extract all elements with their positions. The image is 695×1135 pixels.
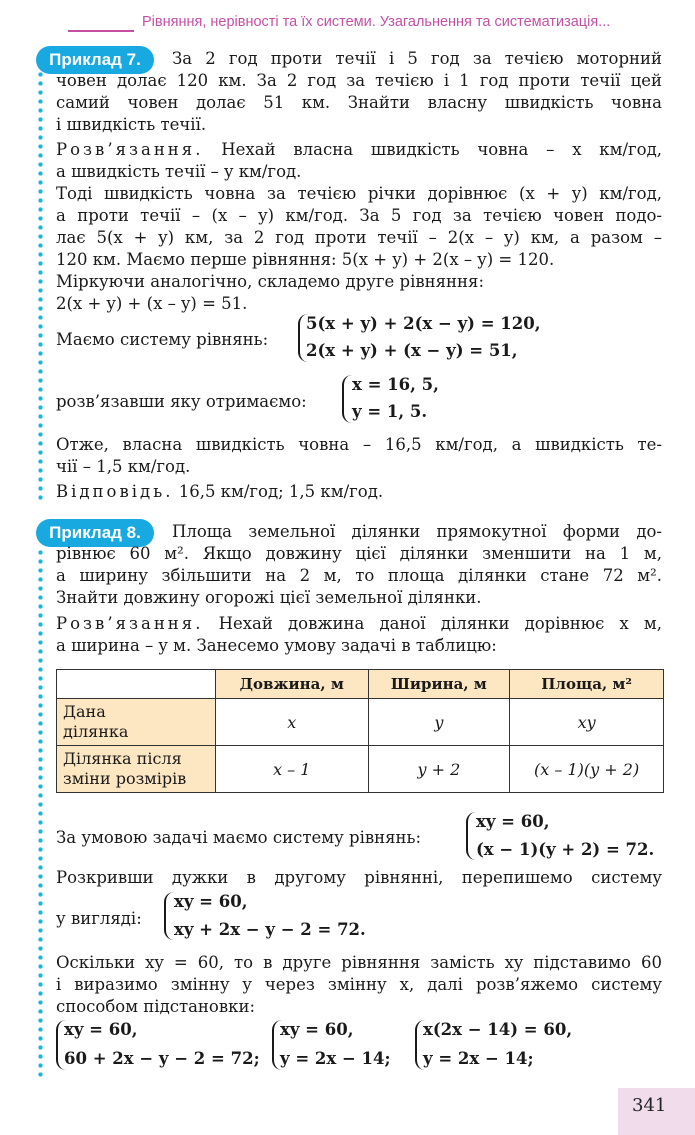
solution-equation: y = 1, 5. xyxy=(352,402,428,421)
dimensions-table xyxy=(56,669,664,793)
table-cell: y xyxy=(368,699,510,746)
running-header: Рівняння, нерівності та їх системи. Узагальнення та систематизація... xyxy=(142,14,611,30)
table-header-cell: Площа, м² xyxy=(510,670,664,699)
ex7-solution-line: лає 5(x + y) км, за 2 год проти течії – 2(x – y) км, а разом – xyxy=(56,228,662,247)
row-label-line: ділянка xyxy=(63,722,129,741)
system-equation: xy = 60, xyxy=(174,892,248,911)
table-cell: x – 1 xyxy=(216,746,369,793)
table-cell: (x – 1)(y + 2) xyxy=(510,746,664,793)
solution-label: Розв’язання. xyxy=(56,614,204,633)
table-header-cell: Довжина, м xyxy=(216,670,369,699)
system-equation: y = 2x − 14; xyxy=(280,1049,391,1068)
table-cell: y + 2 xyxy=(368,746,510,793)
system-equation: xy = 60, xyxy=(476,812,550,831)
table-header-row xyxy=(57,670,664,699)
answer-label: Відповідь. xyxy=(56,482,174,501)
solved-intro: розв’язавши яку отримаємо: xyxy=(56,392,307,411)
conclusion-line: Отже, власна швидкість човна – 16,5 км/год, а швидкість те- xyxy=(56,435,662,454)
example-8-badge: Приклад 8. xyxy=(36,519,154,547)
ex8-problem-line: а ширину збільшити на 2 м, то площа ділянки стане 72 м². xyxy=(56,566,662,585)
ex7-solution-line: а проти течії – (x – y) км/год. За 5 год за течією човен подо- xyxy=(56,206,662,225)
ex8-solution-line: а ширина – y м. Занесемо умову задачі в таблицю: xyxy=(56,636,497,655)
row-label-line: Дана xyxy=(63,702,106,721)
table-row-label xyxy=(57,746,216,793)
system-equation: x(2x − 14) = 60, xyxy=(423,1020,573,1039)
ex8-problem-line: Площа земельної ділянки прямокутної форми до- xyxy=(172,522,662,541)
solution-label: Розв’язання. xyxy=(56,140,204,159)
since-line: і виразимо змінну y через змінну x, далі розв’яжемо систему xyxy=(56,975,662,994)
row-label-line: Ділянка після xyxy=(63,749,182,768)
system-equation: xy + 2x − y − 2 = 72. xyxy=(174,920,366,939)
ex8-solution-line xyxy=(56,613,662,635)
system-equation: 60 + 2x − y − 2 = 72; xyxy=(64,1049,260,1068)
ex7-solution-line: Міркуючи аналогічно, складемо друге рівняння: xyxy=(56,272,485,291)
system-intro: Маємо систему рівнянь: xyxy=(56,330,269,349)
example-7-badge: Приклад 7. xyxy=(36,46,154,74)
system-equation: (x − 1)(y + 2) = 72. xyxy=(476,840,655,859)
system-equation: 5(x + y) + 2(x − y) = 120, xyxy=(306,314,541,333)
ex7-problem-line: самий човен долає 51 км. Знайти власну швидкість човна xyxy=(56,93,662,112)
header-rule xyxy=(68,30,134,32)
system-equation: y = 2x − 14; xyxy=(423,1049,534,1068)
since-line: способом підстановки: xyxy=(56,997,256,1016)
solution-equation: x = 16, 5, xyxy=(352,375,439,394)
ex8-problem-line: Знайти довжину огорожі цієї земельної ділянки. xyxy=(56,588,482,607)
ex7-solution-line: 2(x + y) + (x – y) = 51. xyxy=(56,294,248,313)
answer-line xyxy=(56,481,383,503)
solution-text: Нехай довжина даної ділянки дорівнює x м, xyxy=(218,614,662,633)
solution-text: Нехай власна швидкість човна – x км/год, xyxy=(221,140,663,159)
margin-dots xyxy=(38,70,43,502)
system-equation: xy = 60, xyxy=(280,1020,354,1039)
row-label-line: зміни розмірів xyxy=(63,769,187,788)
table-row-label xyxy=(57,699,216,746)
system-intro: За умовою задачі маємо систему рівнянь: xyxy=(56,828,422,847)
system-brace xyxy=(164,892,174,940)
table-header-cell xyxy=(57,670,216,699)
ex7-problem-line: За 2 год проти течії і 5 год за течією моторний xyxy=(172,49,662,68)
table-cell: xy xyxy=(510,699,664,746)
ex7-solution-line xyxy=(56,139,662,161)
ex7-solution-line: а швидкість течії – y км/год. xyxy=(56,162,302,181)
system-brace xyxy=(342,375,352,423)
conclusion-line: чії – 1,5 км/год. xyxy=(56,457,191,476)
table-row xyxy=(57,746,664,793)
system-equation: xy = 60, xyxy=(64,1020,138,1039)
since-line: Оскільки xy = 60, то в друге рівняння замість xy підставимо 60 xyxy=(56,953,662,972)
table-row xyxy=(57,699,664,746)
ex7-solution-line: 120 км. Маємо перше рівняння: 5(x + y) + 2(x – y) = 120. xyxy=(56,250,555,269)
table-header-cell: Ширина, м xyxy=(368,670,510,699)
ex7-problem-line: човен долає 120 км. За 2 год за течією і 1 год проти течії цей xyxy=(56,71,662,90)
rewrite-intro: у вигляді: xyxy=(56,909,142,928)
margin-dots xyxy=(38,548,43,1080)
ex7-problem-line: і швидкість течії. xyxy=(56,115,207,134)
rewrite-line: Розкривши дужки в другому рівнянні, перепишемо систему xyxy=(56,868,662,887)
page-number: 341 xyxy=(632,1095,667,1116)
answer-text: 16,5 км/год; 1,5 км/год. xyxy=(178,482,384,501)
ex8-problem-line: рівнює 60 м². Якщо довжину цієї ділянки зменшити на 1 м, xyxy=(56,544,662,563)
system-brace xyxy=(466,812,476,860)
system-equation: 2(x + y) + (x − y) = 51, xyxy=(306,341,518,360)
ex7-solution-line: Тоді швидкість човна за течією річки дорівнює (x + y) км/год, xyxy=(56,184,662,203)
table-cell: x xyxy=(216,699,369,746)
